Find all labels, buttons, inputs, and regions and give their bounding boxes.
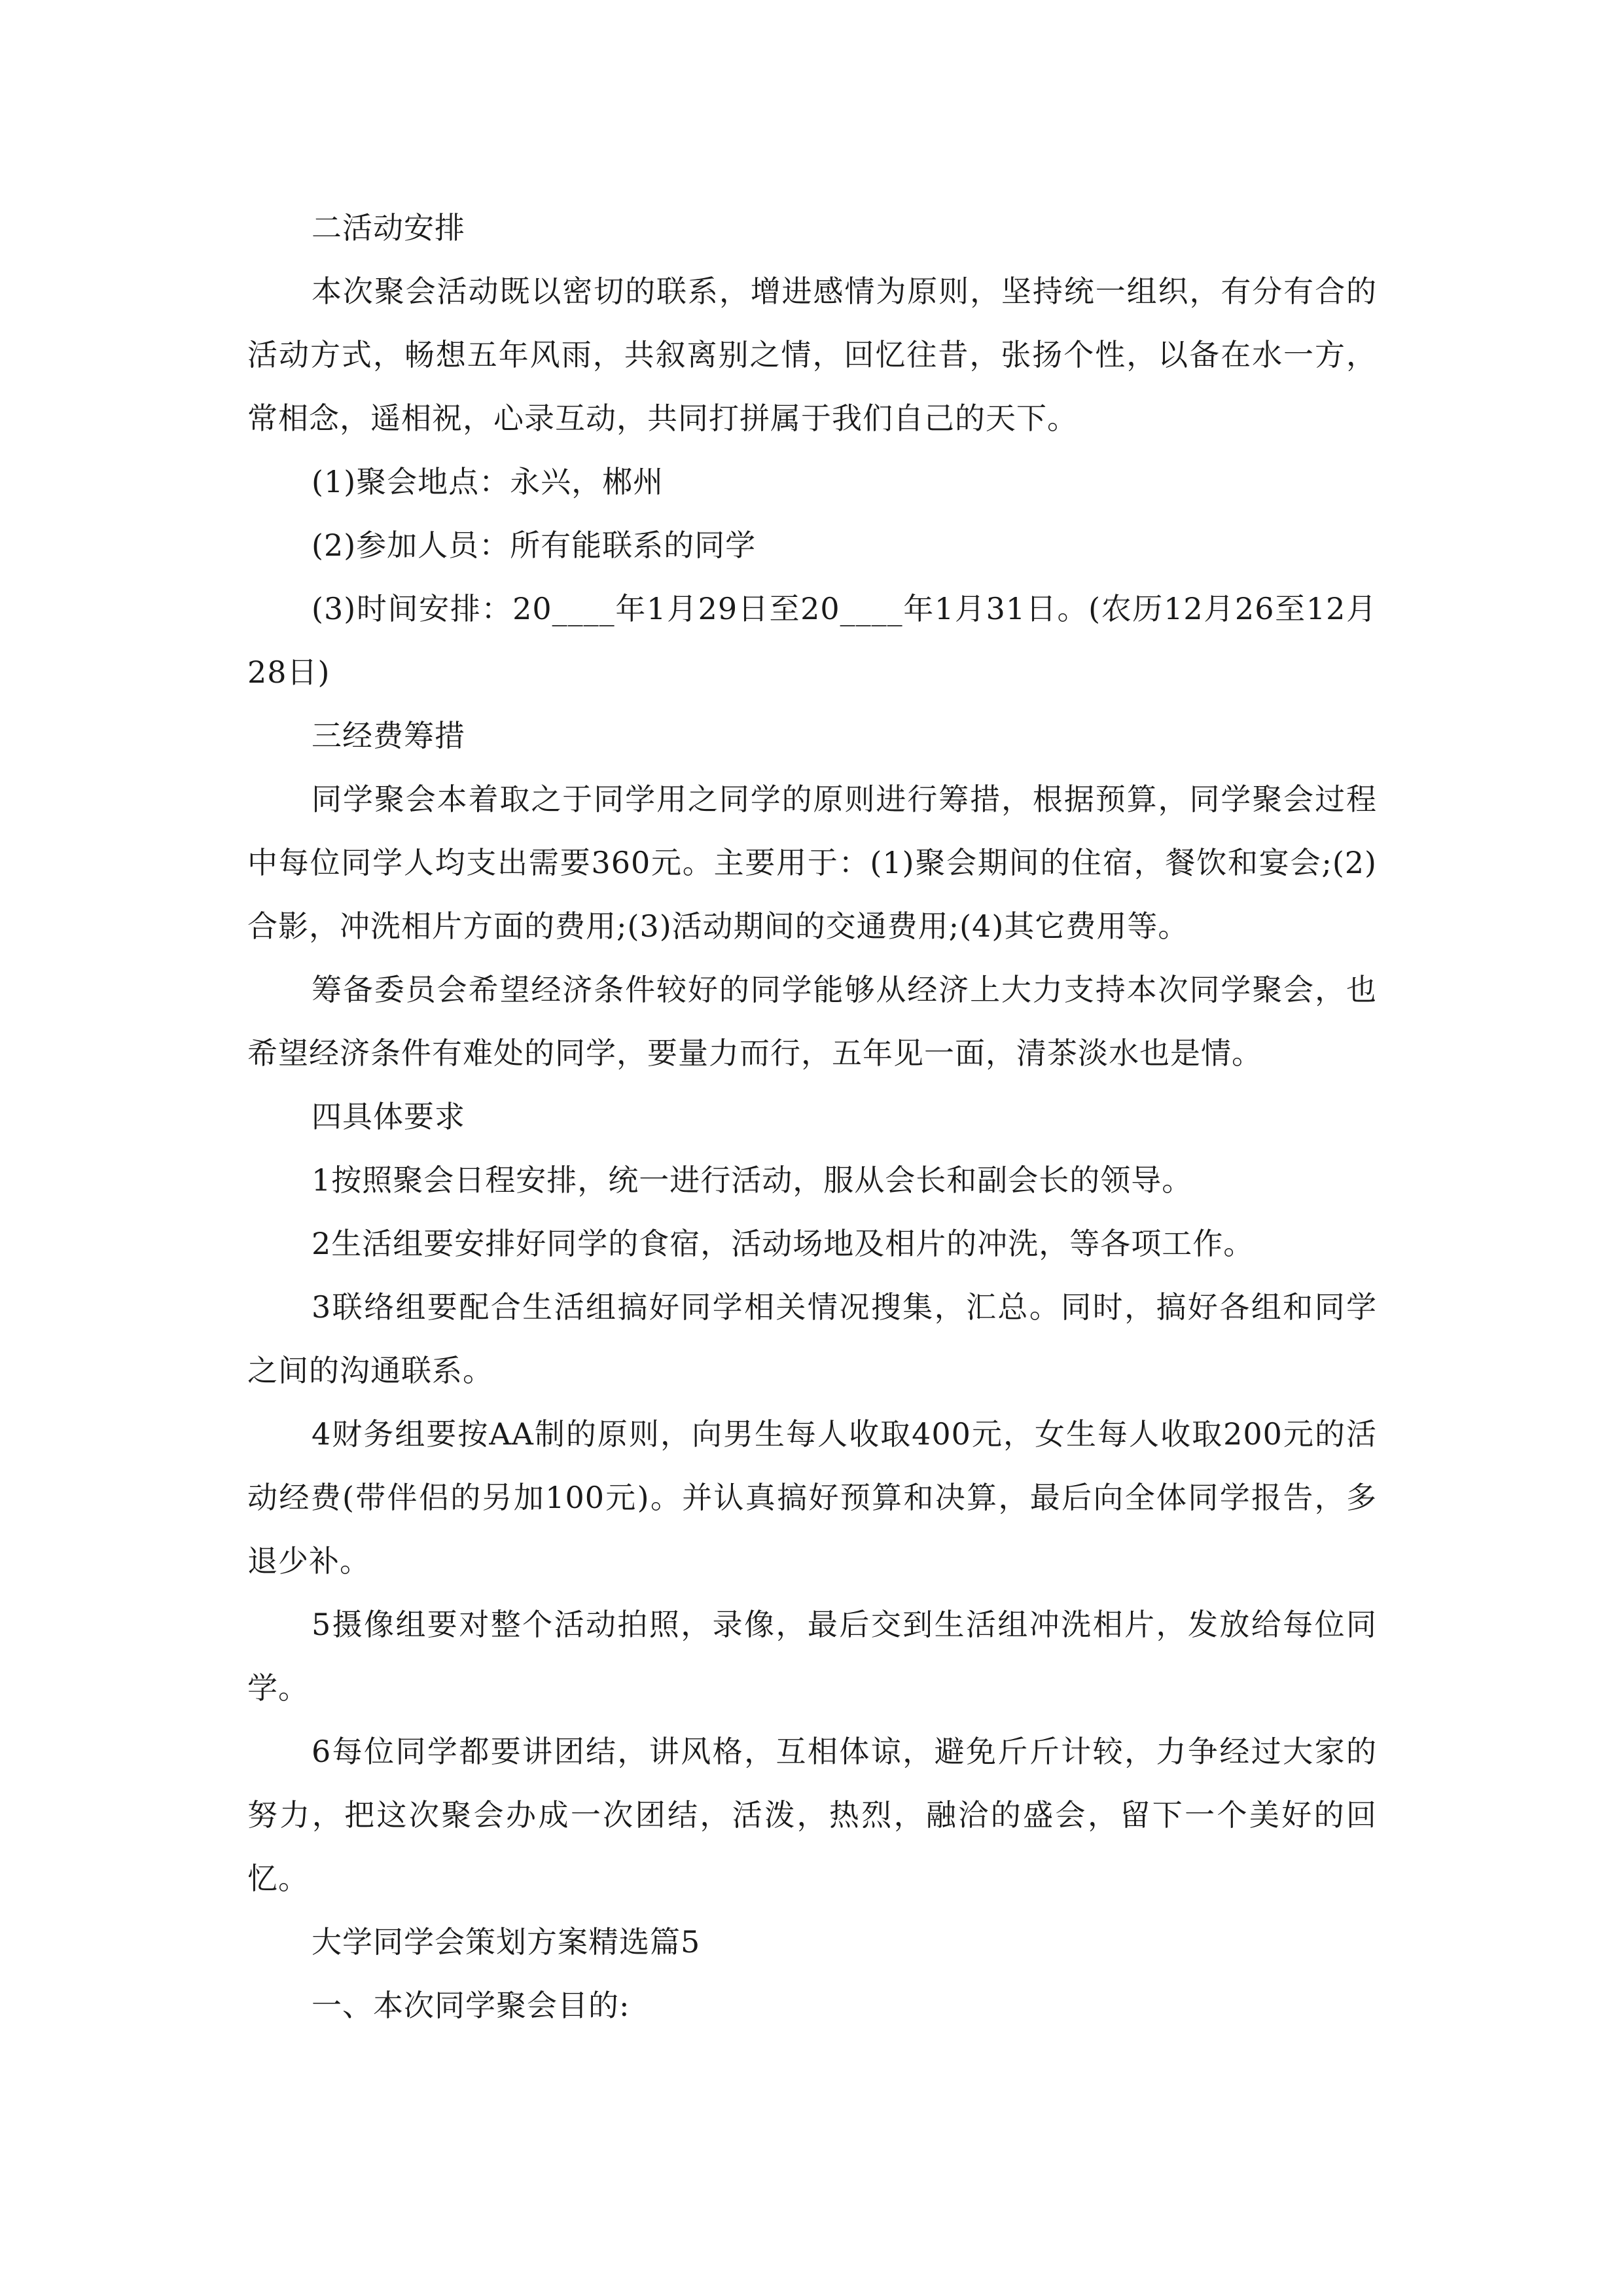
paragraph-participants: (2)参加人员：所有能联系的同学 (312, 528, 757, 563)
paragraph-activity-principle: 本次聚会活动既以密切的联系，增进感情为原则，坚持统一组织，有分有合的活动方式，畅想五年风雨，共叙离别之情，回忆往昔，张扬个性，以备在水一方，常相念，遥相祝，心录互动，共同打拼属于我们自己的天下。 (247, 274, 1377, 436)
requirement-item-2: 2生活组要安排好同学的食宿，活动场地及相片的冲洗，等各项工作。 (312, 1226, 1255, 1261)
requirement-item-4: 4财务组要按AA制的原则，向男生每人收取400元，女生每人收取200元的活动经费(带伴侣的另加100元)。并认真搞好预算和决算，最后向全体同学报告，多退少补。 (247, 1416, 1377, 1579)
section-heading-purpose: 一、本次同学聚会目的: (312, 1988, 630, 2023)
requirement-item-5: 5摄像组要对整个活动拍照，录像，最后交到生活组冲洗相片，发放给每位同学。 (247, 1607, 1377, 1706)
requirement-item-6: 6每位同学都要讲团结，讲风格，互相体谅，避免斤斤计较，力争经过大家的努力，把这次聚会办成一次团结，活泼，热烈，融洽的盛会，留下一个美好的回忆。 (247, 1734, 1377, 1896)
requirement-item-1: 1按照聚会日程安排，统一进行活动，服从会长和副会长的领导。 (312, 1162, 1193, 1198)
document-page (247, 196, 1377, 2037)
paragraph-funding-principle: 同学聚会本着取之于同学用之同学的原则进行筹措，根据预算，同学聚会过程中每位同学人均支出需要360元。主要用于：(1)聚会期间的住宿，餐饮和宴会;(2)合影，冲洗相片方面的费用;(3)活动期间的交通费用;(4)其它费用等。 (247, 781, 1377, 944)
section-heading-funding: 三经费筹措 (312, 718, 465, 753)
article-title-part-5: 大学同学会策划方案精选篇5 (312, 1924, 701, 1960)
section-heading-activity: 二活动安排 (312, 210, 465, 245)
paragraph-schedule: (3)时间安排：20____年1月29日至20____年1月31日。(农历12月26至12月28日) (247, 591, 1377, 690)
paragraph-location: (1)聚会地点：永兴，郴州 (312, 464, 664, 499)
paragraph-funding-support: 筹备委员会希望经济条件较好的同学能够从经济上大力支持本次同学聚会，也希望经济条件有难处的同学，要量力而行，五年见一面，清茶淡水也是情。 (247, 972, 1377, 1071)
section-heading-requirements: 四具体要求 (312, 1099, 465, 1134)
requirement-item-3: 3联络组要配合生活组搞好同学相关情况搜集，汇总。同时，搞好各组和同学之间的沟通联系。 (247, 1289, 1377, 1388)
